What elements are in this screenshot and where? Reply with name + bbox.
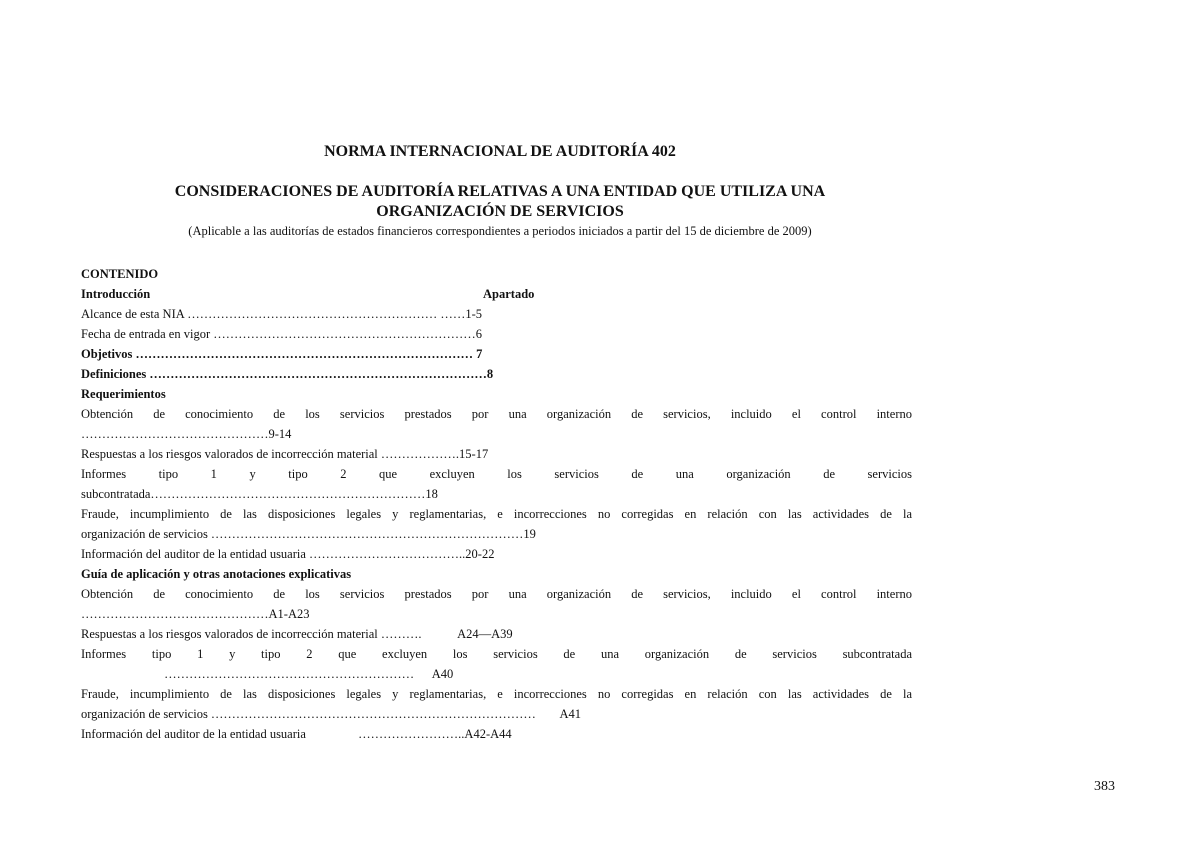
- subtitle-line-1: CONSIDERACIONES DE AUDITORÍA RELATIVAS A UNA ENTIDAD QUE UTILIZA UNA: [174, 183, 826, 200]
- toc-entry-req-fraude-cont[interactable]: organización de servicios …………………………………………………………………19: [81, 527, 536, 541]
- toc-heading-contenido: CONTENIDO: [81, 267, 159, 281]
- toc-entry-guia-informes-dots: ……………………………………………………: [164, 667, 415, 681]
- toc-entry-guia-informes[interactable]: Informes tipo 1 y tipo 2 que excluyen los servicios de una organización de servicios subcontratada: [81, 647, 912, 661]
- toc-section-introduccion: [81, 284, 912, 304]
- toc-entry-guia-fraude-ref: A41: [559, 707, 582, 721]
- toc-entry-req-conocimiento-cont[interactable]: ………………………………………9-14: [81, 427, 292, 441]
- toc-entry-guia-respuestas-ref: A24—A39: [457, 627, 513, 641]
- toc-entry-guia-fraude-cont[interactable]: [81, 704, 912, 724]
- toc-entry-fecha-vigor[interactable]: Fecha de entrada en vigor ………………………………………………………6: [81, 327, 482, 341]
- toc-heading-guia: Guía de aplicación y otras anotaciones explicativas: [81, 567, 352, 581]
- toc-entry-req-informes-cont[interactable]: subcontratada…………………………………………………………18: [81, 487, 438, 501]
- toc-entry-guia-informacion-ref: ……………………..A42-A44: [358, 727, 512, 741]
- toc-entry-guia-informes-ref: A40: [431, 667, 454, 681]
- applicability-note: (Aplicable a las auditorías de estados financieros correspondientes a periodos iniciados a partir del 15 de diciembre de 2009): [188, 224, 812, 238]
- toc-entry-alcance[interactable]: Alcance de esta NIA …………………………………………………… ……1-5: [81, 307, 482, 321]
- toc-entry-req-fraude[interactable]: Fraude, incumplimiento de las disposiciones legales y reglamentarias, e incorrecciones no corregidas en relación con las actividades de la: [81, 507, 912, 521]
- document-title: NORMA INTERNACIONAL DE AUDITORÍA 402: [324, 143, 676, 160]
- toc-entry-guia-respuestas-text: Respuestas a los riesgos valorados de incorrección material ……….: [81, 627, 422, 641]
- page-number: 383: [1094, 779, 1115, 794]
- toc-entry-guia-informes-cont[interactable]: [81, 664, 912, 684]
- toc-entry-guia-informacion-text: Información del auditor de la entidad usuaria: [81, 727, 306, 741]
- document-subtitle: [100, 182, 900, 222]
- toc-heading-introduccion: Introducción: [81, 287, 151, 301]
- toc-entry-guia-conocimiento-cont[interactable]: ………………………………………A1-A23: [81, 607, 310, 621]
- toc-entry-definiciones[interactable]: Definiciones ………………………………………………………………………8: [81, 367, 494, 381]
- table-of-contents: [81, 264, 912, 744]
- toc-entry-guia-respuestas[interactable]: [81, 624, 912, 644]
- toc-entry-guia-fraude[interactable]: Fraude, incumplimiento de las disposiciones legales y reglamentarias, e incorrecciones no corregidas en relación con las actividades de la: [81, 687, 912, 701]
- toc-entry-req-conocimiento[interactable]: Obtención de conocimiento de los servicios prestados por una organización de servicios, incluido el control interno: [81, 407, 912, 421]
- toc-entry-guia-conocimiento[interactable]: Obtención de conocimiento de los servicios prestados por una organización de servicios, incluido el control interno: [81, 587, 912, 601]
- toc-heading-requerimientos: Requerimientos: [81, 387, 166, 401]
- toc-entry-guia-fraude-text: organización de servicios ……………………………………………………………………: [81, 707, 536, 721]
- toc-column-apartado: Apartado: [483, 287, 535, 301]
- subtitle-line-2: ORGANIZACIÓN DE SERVICIOS: [376, 203, 624, 220]
- toc-entry-req-informacion[interactable]: Información del auditor de la entidad usuaria ………………………………..20-22: [81, 547, 495, 561]
- toc-entry-objetivos[interactable]: Objetivos ……………………………………………………………………… 7: [81, 347, 483, 361]
- toc-entry-guia-informacion[interactable]: [81, 724, 912, 744]
- toc-entry-req-respuestas[interactable]: Respuestas a los riesgos valorados de incorrección material ……………….15-17: [81, 447, 489, 461]
- toc-entry-req-informes[interactable]: Informes tipo 1 y tipo 2 que excluyen los servicios de una organización de servicios: [81, 467, 912, 481]
